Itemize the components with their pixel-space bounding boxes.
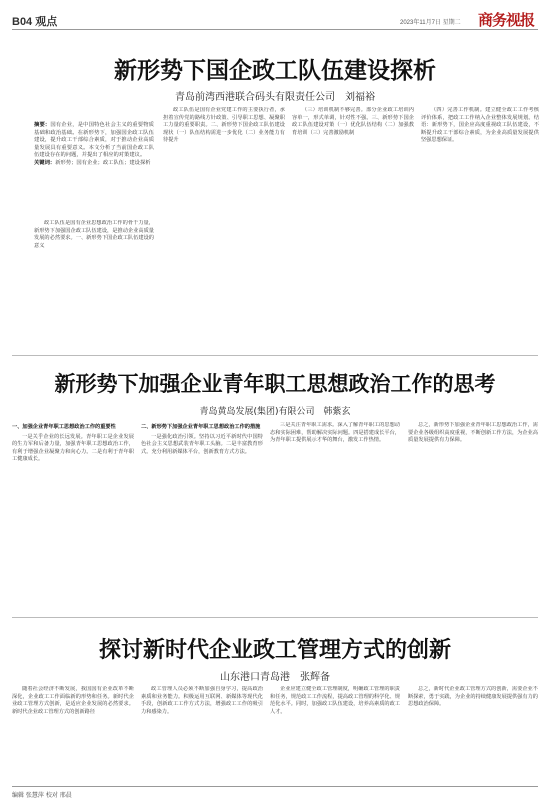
header-rule (12, 29, 538, 30)
article2-column-2: 二、新形势下加强企业青年职工思想政治工作的措施 一是强化政治引领。坚持以习近平新时代中国特色社会主义思想武装青年职工头脑。二是丰富教育形式。充分利用新媒体平台，创新教育方式方法。 (141, 424, 263, 455)
article2-column-3: 三是关注青年职工需求。深入了解青年职工的思想动态和实际困难，帮助解决实际问题。四是搭建成长平台，为青年职工提供展示才华的舞台，激发工作热情。 (270, 422, 400, 444)
article1-column-1: 政工队伍是国有企业思想政治工作的骨干力量，新形势下加强国企政工队伍建设，是推动企业高质量发展的必然要求。一、新形势下国企政工队伍建设的意义 (34, 220, 154, 249)
footer-rule (12, 786, 538, 787)
abstract-label: 摘要： (34, 122, 51, 128)
article1-column-3: （三）培训机制不够完善。部分企业政工培训内容单一，形式单调，针对性不强。三、新形势下国企政工队伍建设对策（一）优化队伍结构（二）加强教育培训（三）完善激励机制 (292, 107, 414, 136)
article3-column-2: 政工管理人员必须不断加强自身学习，提高政治素质和业务能力。积极运用互联网、新媒体等现代化手段，创新政工工作方式方法，增强政工工作的吸引力和感染力。 (141, 686, 263, 715)
abstract-text: 国有企业，是中国特色社会主义的重要物质基础和政治基础。在新形势下，加强国企政工队伍建设，提升政工干部综合素质，对于推动企业高质量发展具有重要意义。本文分析了当前国企政工队伍建设存在的问题，并提出了相应的对策建议。 (34, 122, 154, 159)
article2-byline: 青岛黄岛发展(集团)有限公司 韩紫玄 (199, 407, 351, 417)
issue-date: 2023年11月7日 星期二 (400, 20, 461, 26)
article1-abstract (34, 122, 154, 168)
editor-credits: 编辑 张慧萍 校对 邢晨 (12, 792, 72, 799)
newspaper-masthead: 商务视报 (478, 11, 535, 29)
article2-column-1: 一、加强企业青年职工思想政治工作的重要性 一是关乎企业的长远发展。青年职工是企业发展的生力军和后备力量，加强青年职工思想政治工作，有利于增强企业凝聚力和向心力。二是有利于青年职工健康成长。 (12, 424, 134, 463)
page-number: B04 观点 (12, 16, 58, 28)
article3-column-1: 随着社会经济不断发展，我国国有企业改革不断深化，企业政工工作面临新的形势和任务。新时代企业政工管理方式创新，是适应企业发展的必然要求。新时代企业政工管理方式的创新路径 (12, 686, 134, 715)
article1-column-4: （四）完善工作机制。建立健全政工工作考核评价体系，把政工工作纳入企业整体发展规划。结语：新形势下，国企应高度重视政工队伍建设，不断提升政工干部综合素质，为企业高质量发展提供坚强思想保证。 (421, 107, 539, 144)
article1-headline: 新形势下国企政工队伍建设探析 (114, 57, 436, 84)
article2-column-4: 总之，新形势下加强企业青年职工思想政治工作，需要企业各级组织高度重视，不断创新工作方法，为企业高质量发展提供有力保障。 (408, 422, 538, 444)
article1-column-2: 政工队伍是国有企业党建工作的主要执行者，承担着宣传党的路线方针政策、引导职工思想、凝聚职工力量的重要职责。二、新形势下国企政工队伍建设现状（一）队伍结构需进一步优化（二）业务能力有待提升 (163, 107, 285, 144)
section-divider-1 (12, 355, 538, 356)
article2-subheading-1: 一、加强企业青年职工思想政治工作的重要性 (12, 424, 116, 430)
keywords-label: 关键词： (34, 159, 56, 166)
article3-headline: 探讨新时代企业政工管理方式的创新 (98, 637, 451, 663)
article3-byline: 山东港口青岛港 张辉备 (220, 672, 330, 683)
article2-subheading-2: 二、新形势下加强企业青年职工思想政治工作的措施 (141, 424, 261, 430)
keywords-text: 新形势；国有企业；政工队伍；建设探析 (55, 159, 151, 166)
section-divider-2 (12, 617, 538, 618)
article3-column-4: 总之，新时代企业政工管理方式的创新，需要企业不断探索，勇于实践，为企业的持续健康发展提供强有力的思想政治保障。 (408, 686, 538, 708)
article1-byline: 青岛前湾西港联合码头有限责任公司 刘福裕 (175, 92, 375, 103)
article2-headline: 新形势下加强企业青年职工思想政治工作的思考 (54, 371, 496, 396)
article3-column-3: 企业应建立健全政工管理制度，明确政工管理的职责和任务，规范政工工作流程，提高政工管理的科学化、规范化水平。同时，加强政工队伍建设，培养高素质的政工人才。 (270, 686, 400, 715)
